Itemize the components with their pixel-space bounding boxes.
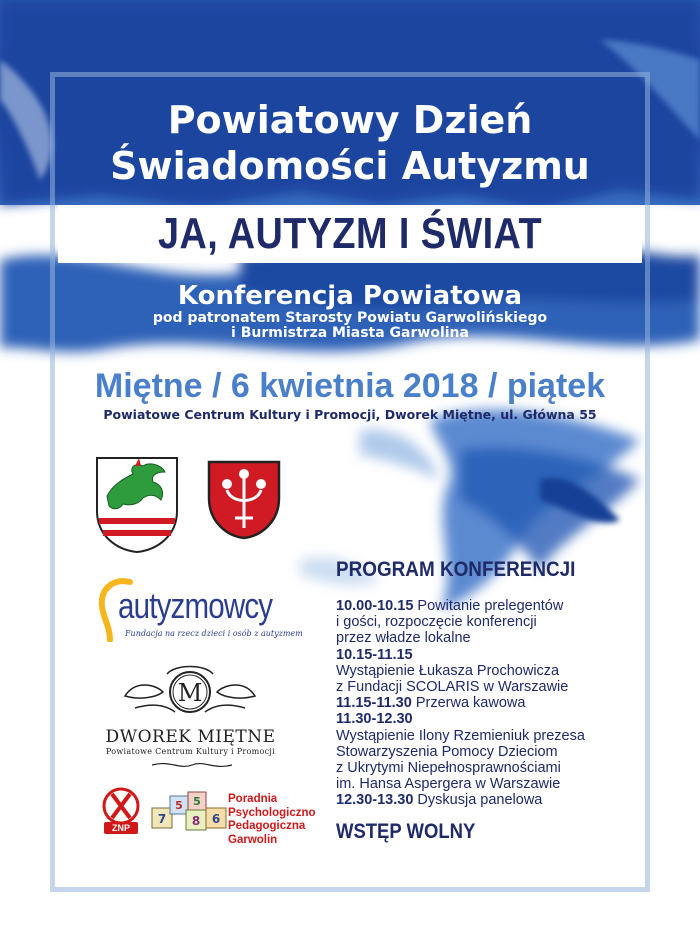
svg-text:5: 5 (193, 795, 201, 808)
main-title: JA, AUTYZM I ŚWIAT (157, 209, 543, 258)
program-line: 10.00-10.15 Powitanie prelegentów (336, 598, 564, 614)
program-line: i gości, rozpoczęcie konferencji (336, 614, 537, 631)
svg-text:6: 6 (211, 812, 221, 826)
autyzmowcy-wordmark: autyzmowcy (118, 585, 273, 626)
conference-subtitle: Konferencja Powiatowa (177, 281, 523, 311)
svg-text:5: 5 (175, 799, 183, 812)
program-line: przez władze lokalne (336, 630, 471, 647)
event-venue: Powiatowe Centrum Kultury i Promocji, Dworek Miętne, ul. Główna 55 (103, 407, 597, 422)
event-title-line-1: Powiatowy Dzień (167, 98, 533, 142)
gwiazda-crest-icon (205, 458, 283, 542)
dworek-ornament-icon (150, 760, 234, 770)
znp-logo-icon (102, 784, 140, 836)
program-line: Stowarzyszenia Pomocy Dzieciom (336, 743, 558, 760)
znp-label: ZNP (112, 823, 130, 833)
program-line: z Ukrytymi Niepełnosprawnościami (336, 760, 561, 777)
patronage-line-2: i Burmistrza Miasta Garwolina (231, 325, 469, 341)
svg-text:7: 7 (157, 812, 167, 826)
dworek-subtitle: Powiatowe Centrum Kultury i Promocji (105, 747, 276, 756)
program-line: 10.15-11.15 (336, 646, 413, 663)
event-title-line-2: Świadomości Autyzmu (110, 144, 590, 188)
program-heading: PROGRAM KONFERENCJI (336, 558, 576, 581)
garwolin-county-crest-icon (95, 456, 179, 554)
poradnia-line: Garwolin (228, 833, 278, 846)
program-list (336, 598, 636, 809)
free-entry-label: WSTĘP WOLNY (336, 820, 476, 843)
poradnia-line: Pedagogiczna (228, 820, 306, 832)
program-line: 11.30-12.30 (336, 711, 413, 728)
alphabet-blocks-icon (150, 790, 228, 832)
autyzmowcy-tagline: Fundacja na rzecz dzieci i osób z autyzmem (125, 629, 303, 638)
poradnia-line: Poradnia (228, 793, 278, 805)
dworek-name: DWOREK MIĘTNE (105, 727, 276, 747)
patronage-line-1: pod patronatem Starosty Powiatu Garwolińskiego (152, 310, 548, 326)
program-line: Wystąpienie Ilony Rzemieniuk prezesa (336, 727, 585, 744)
poradnia-line: Psychologiczno (228, 806, 316, 819)
dworek-monogram: M (177, 679, 203, 707)
dworek-mietne-logo-icon (115, 662, 265, 726)
svg-text:8: 8 (191, 814, 201, 828)
poradnia-logo-text (228, 793, 316, 847)
program-line: Wystąpienie Łukasza Prochowicza (336, 662, 560, 679)
program-line: 12.30-13.30 Dyskusja panelowa (336, 792, 543, 809)
program-line: 11.15-11.30 Przerwa kawowa (336, 695, 526, 712)
program-line: z Fundacji SCOLARIS w Warszawie (336, 679, 569, 696)
event-date: Miętne / 6 kwietnia 2018 / piątek (94, 367, 606, 405)
program-line: im. Hansa Aspergera w Warszawie (336, 776, 561, 793)
